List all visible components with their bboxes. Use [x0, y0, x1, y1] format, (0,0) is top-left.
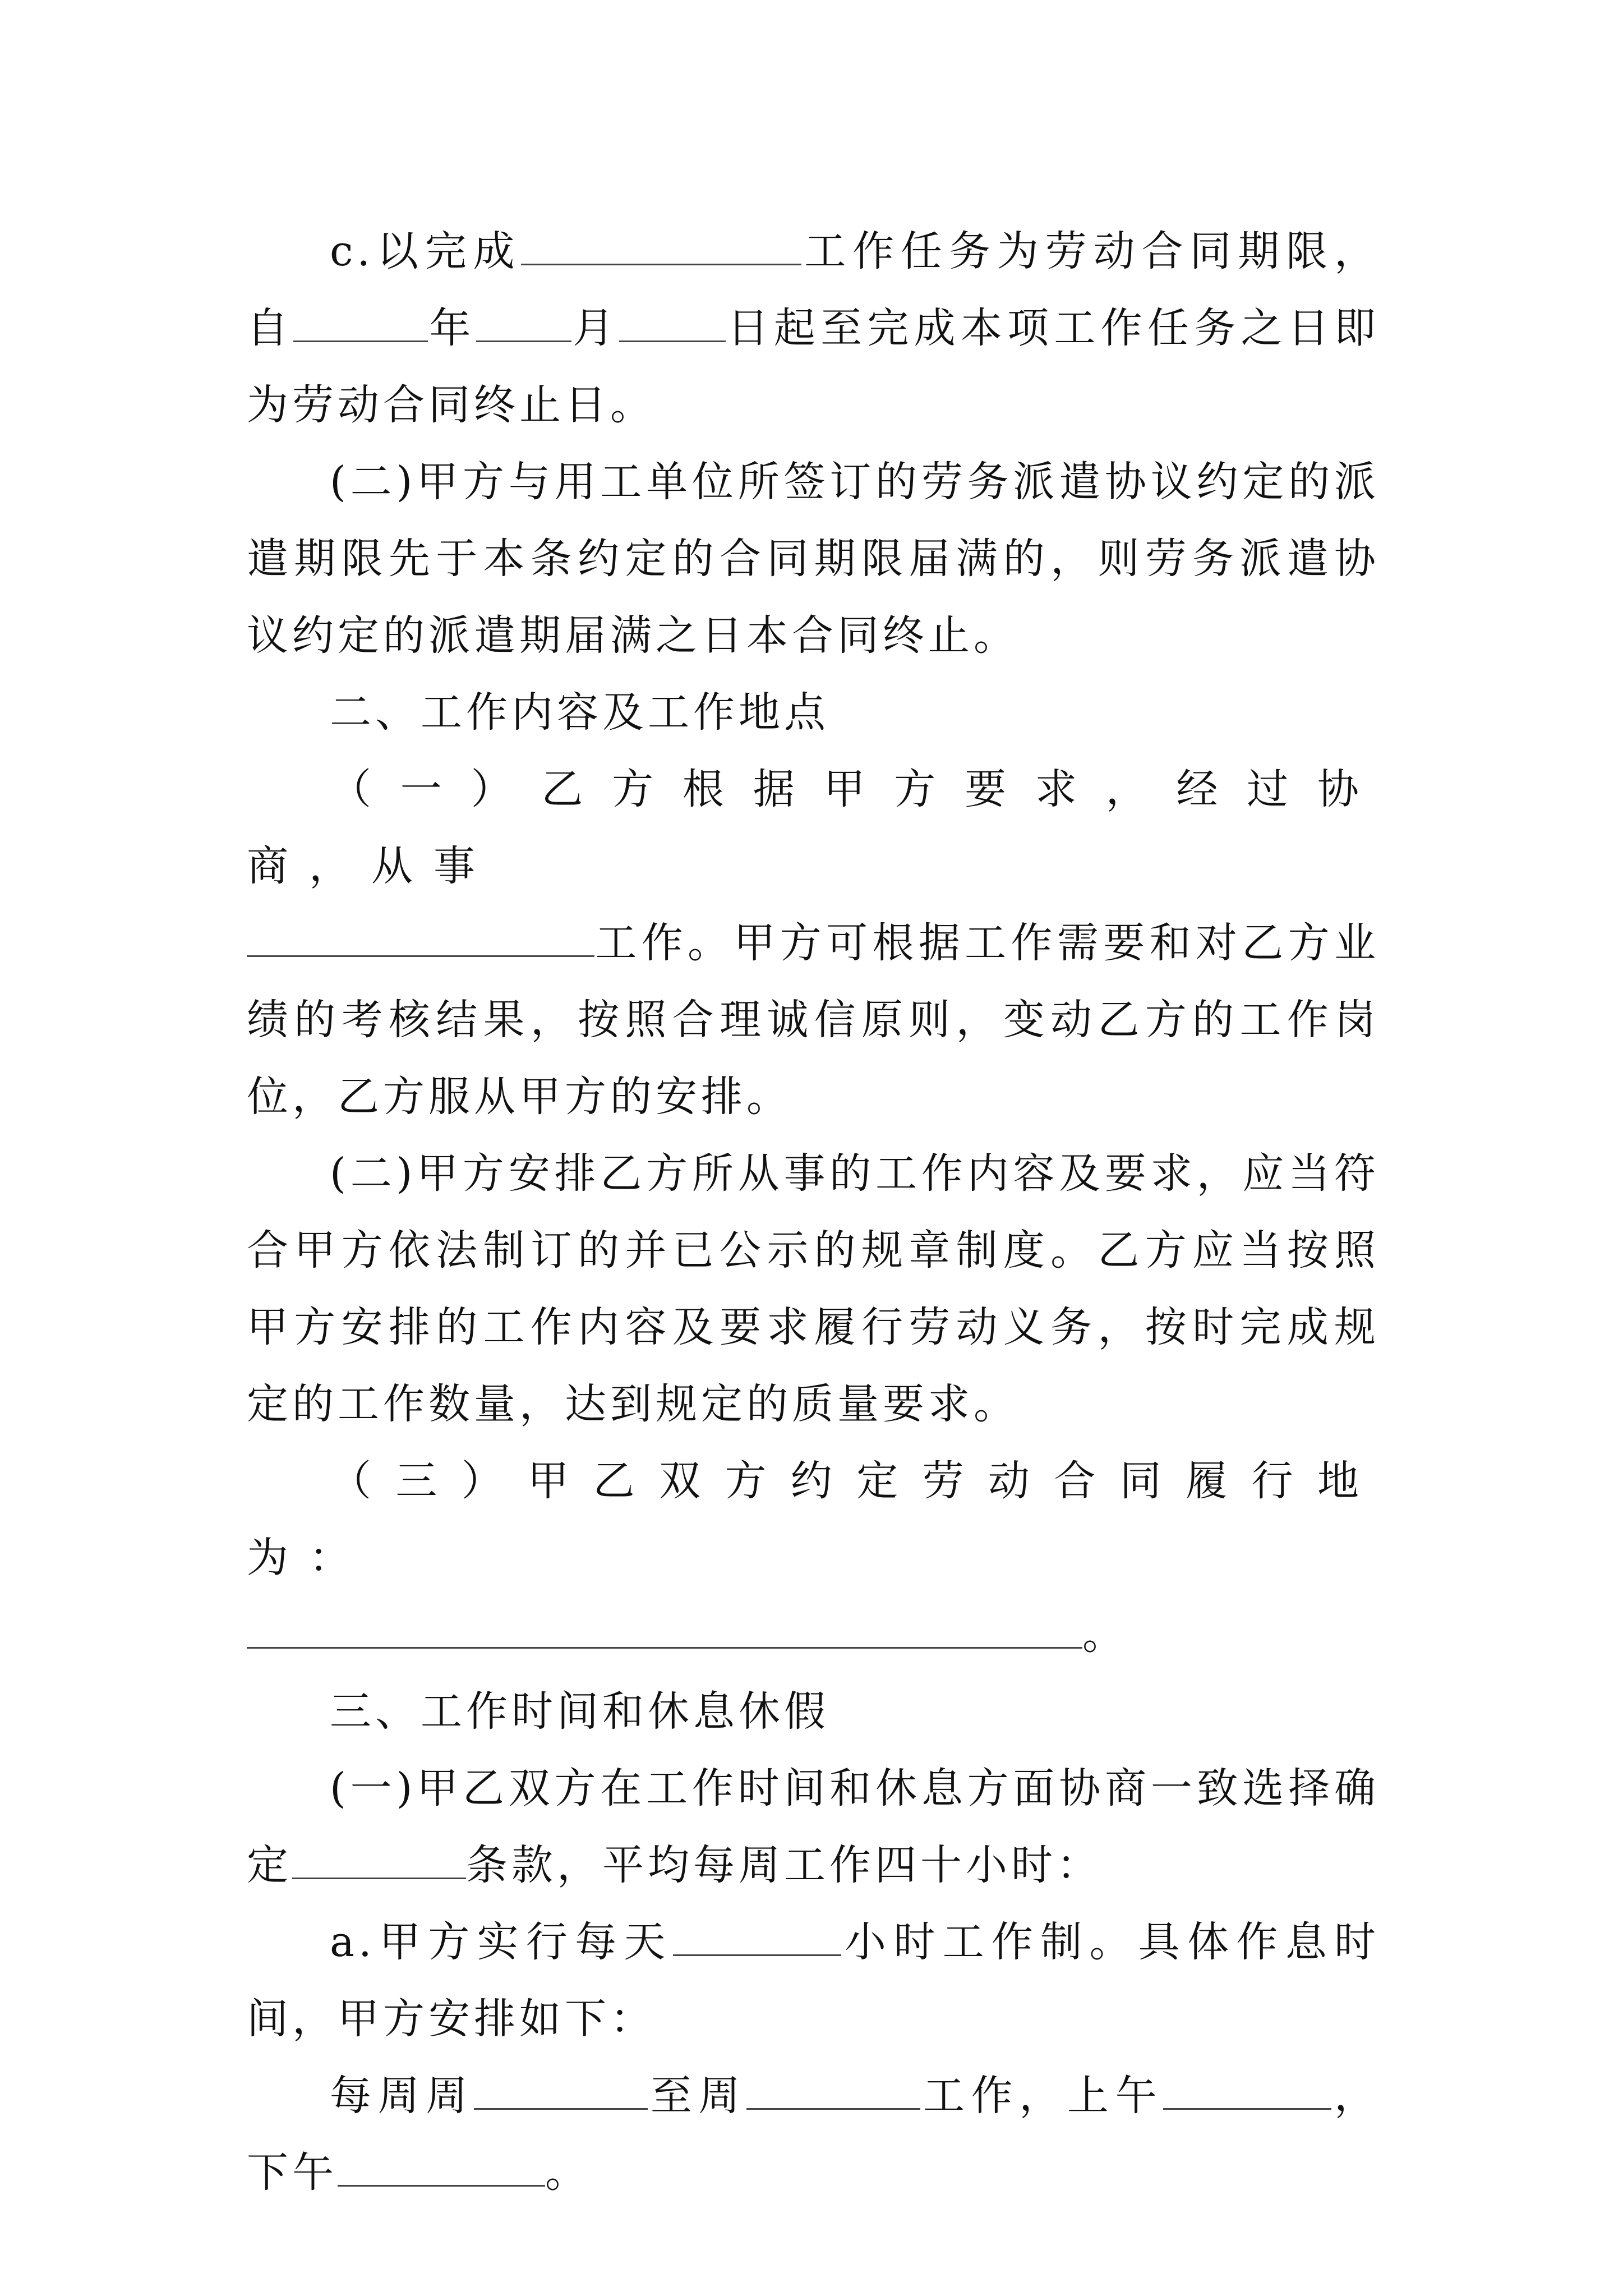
paragraph-text: (一)甲乙双方在工作时间和休息方面协商一致选择确定 — [247, 1764, 1380, 1889]
paragraph-p3 — [247, 674, 1380, 751]
paragraph-p8 — [247, 1596, 1380, 1673]
paragraph-text: 三、工作时间和休息休假 — [330, 1687, 829, 1736]
paragraph-text: (二)甲方安排乙方所从事的工作内容及要求，应当符合甲方依法制订的并已公示的规章制度。乙方应当按照甲方安排的工作内容及要求履行劳动义务，按时完成规定的工作数量，达到规定的质量要求。 — [247, 1149, 1380, 1428]
paragraph-text: 日起至完成本项工作任务之日即为劳动合同终止日。 — [247, 304, 1380, 429]
paragraph-p11 — [247, 1904, 1380, 2058]
paragraph-text: 。 — [1082, 1611, 1128, 1659]
paragraph-text: 二、工作内容及工作地点 — [330, 688, 829, 737]
paragraph-text: （一）乙方根据甲方要求，经过协商，从事 — [247, 765, 1380, 890]
contract-body — [247, 213, 1380, 2211]
paragraph-p5 — [247, 905, 1380, 1135]
paragraph-text: 工作，上午 — [920, 2072, 1164, 2120]
paragraph-text: (二)甲方与用工单位所签订的劳务派遣协议约定的派遣期限先于本条约定的合同期限届满的，则劳务派遣协议约定的派遣期届满之日本合同终止。 — [247, 458, 1380, 660]
fill-in-blank[interactable] — [247, 907, 594, 957]
paragraph-p7 — [247, 1443, 1380, 1596]
paragraph-p10 — [247, 1750, 1380, 1904]
fill-in-blank[interactable] — [476, 292, 571, 342]
paragraph-text: （三）甲乙双方约定劳动合同履行地为： — [247, 1457, 1380, 1582]
paragraph-text: 条款，平均每周工作四十小时： — [466, 1841, 1102, 1889]
fill-in-blank[interactable] — [292, 1829, 466, 1879]
paragraph-text: c.以完成 — [330, 227, 522, 275]
paragraph-p4 — [247, 751, 1380, 905]
paragraph-p6 — [247, 1135, 1380, 1443]
fill-in-blank[interactable] — [293, 292, 428, 342]
paragraph-text: 工作。甲方可根据工作需要和对乙方业绩的考核结果，按照合理诚信原则，变动乙方的工作岗位，乙方服从甲方的安排。 — [247, 919, 1380, 1121]
paragraph-text: 至周 — [648, 2072, 747, 2120]
paragraph-text: 月 — [571, 304, 620, 352]
paragraph-text: ，下午 — [247, 2072, 1380, 2197]
fill-in-blank[interactable] — [247, 1599, 1082, 1649]
fill-in-blank[interactable] — [338, 2137, 545, 2187]
paragraph-text: 年 — [428, 304, 476, 352]
paragraph-p9 — [247, 1673, 1380, 1750]
fill-in-blank[interactable] — [673, 1906, 841, 1956]
paragraph-p2 — [247, 444, 1380, 674]
paragraph-text: 工作任务为劳动合同期限，自 — [247, 227, 1380, 352]
paragraph-p1 — [247, 213, 1380, 444]
fill-in-blank[interactable] — [474, 2060, 648, 2110]
paragraph-text: 。 — [545, 2148, 591, 2197]
fill-in-blank[interactable] — [746, 2060, 920, 2110]
paragraph-text: a.甲方实行每天 — [330, 1918, 673, 1966]
paragraph-text: 每周周 — [330, 2072, 474, 2120]
fill-in-blank[interactable] — [521, 215, 801, 265]
paragraph-text: 小时工作制。具体作息时间，甲方安排如下： — [247, 1918, 1380, 2043]
fill-in-blank[interactable] — [1163, 2060, 1331, 2110]
fill-in-blank[interactable] — [619, 292, 726, 342]
paragraph-p12 — [247, 2058, 1380, 2211]
